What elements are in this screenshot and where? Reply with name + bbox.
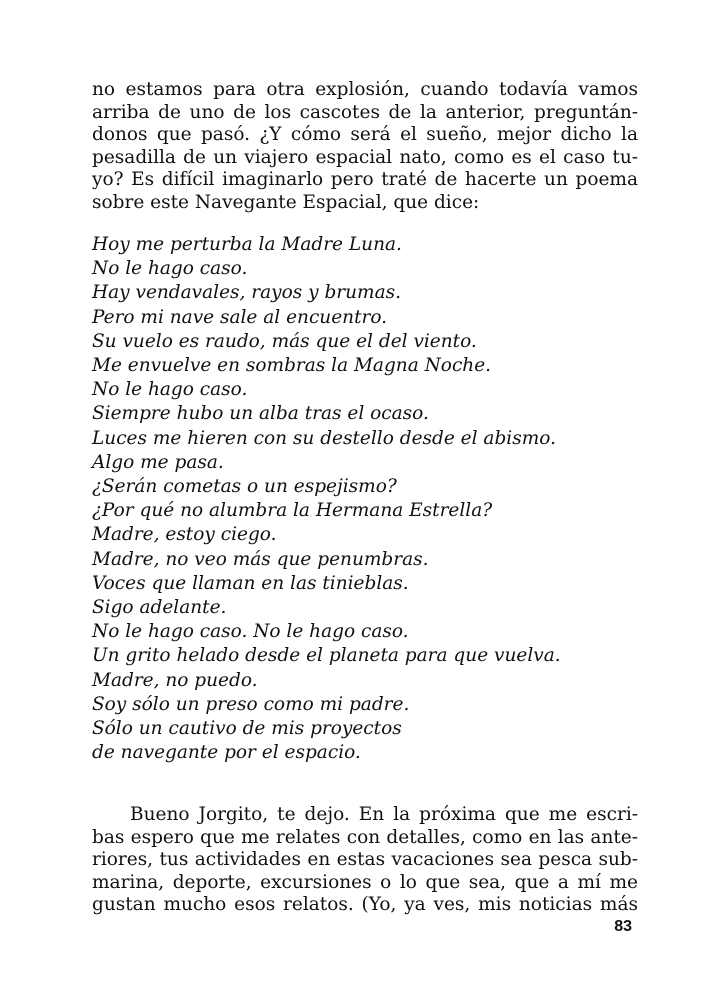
intro-line: sobre este Navegante Espacial, que dice: xyxy=(92,191,480,213)
intro-line: no estamos para otra explosión, cuando todavía vamos xyxy=(92,79,638,100)
closing-paragraph xyxy=(92,804,638,917)
poem-line: Un grito helado desde el planeta para que vuelva. xyxy=(92,645,561,667)
poem-line: No le hago caso. xyxy=(92,258,248,280)
poem-line: Madre, no veo más que penumbras. xyxy=(92,548,429,570)
poem-line: Su vuelo es raudo, más que el del viento. xyxy=(92,330,477,352)
poem-line: Me envuelve en sombras la Magna Noche. xyxy=(92,355,492,377)
poem-line: ¿Serán cometas o un espejismo? xyxy=(92,476,397,498)
poem-line: Pero mi nave sale al encuentro. xyxy=(92,306,388,328)
poem-line: Hoy me perturba la Madre Luna. xyxy=(92,234,402,255)
closing-line: gustan mucho esos relatos. (Yo, ya ves, mis noticias más xyxy=(92,894,638,915)
intro-paragraph xyxy=(92,79,638,214)
poem xyxy=(92,233,638,765)
closing-line: marina, deporte, excursiones o lo que sea, que a mí me xyxy=(92,871,638,893)
poem-line: Sigo adelante. xyxy=(92,597,227,619)
poem-line: Voces que llaman en las tinieblas. xyxy=(92,572,409,594)
intro-line: yo? Es difícil imaginarlo pero traté de hacerte un poema xyxy=(92,169,638,190)
poem-line: No le hago caso. No le hago caso. xyxy=(92,621,409,643)
poem-line: No le hago caso. xyxy=(92,379,248,401)
closing-line: Bueno Jorgito, te dejo. En la próxima que me escri- xyxy=(130,804,638,825)
poem-line: Madre, estoy ciego. xyxy=(92,524,277,546)
poem-line: Soy sólo un preso como mi padre. xyxy=(92,693,410,715)
poem-line: de navegante por el espacio. xyxy=(92,742,361,764)
poem-line: Madre, no puedo. xyxy=(92,669,258,691)
poem-line: ¿Por qué no alumbra la Hermana Estrella? xyxy=(92,500,493,522)
page-number: 83 xyxy=(614,918,632,935)
poem-line: Hay vendavales, rayos y brumas. xyxy=(92,282,401,304)
intro-line: donos que pasó. ¿Y cómo será el sueño, mejor dicho la xyxy=(92,124,638,145)
intro-line: pesadilla de un viajero espacial nato, como es el caso tu- xyxy=(92,146,638,168)
poem-line: Luces me hieren con su destello desde el abismo. xyxy=(92,427,556,449)
closing-line: riores, tus actividades en estas vacaciones sea pesca sub- xyxy=(92,849,638,870)
poem-line: Siempre hubo un alba tras el ocaso. xyxy=(92,403,429,425)
intro-line: arriba de uno de los cascotes de la anterior, preguntán- xyxy=(92,101,638,123)
closing-line: bas espero que me relates con detalles, como en las ante- xyxy=(92,826,638,848)
poem-line: Sólo un cautivo de mis proyectos xyxy=(92,718,402,740)
poem-line: Algo me pasa. xyxy=(92,451,224,473)
